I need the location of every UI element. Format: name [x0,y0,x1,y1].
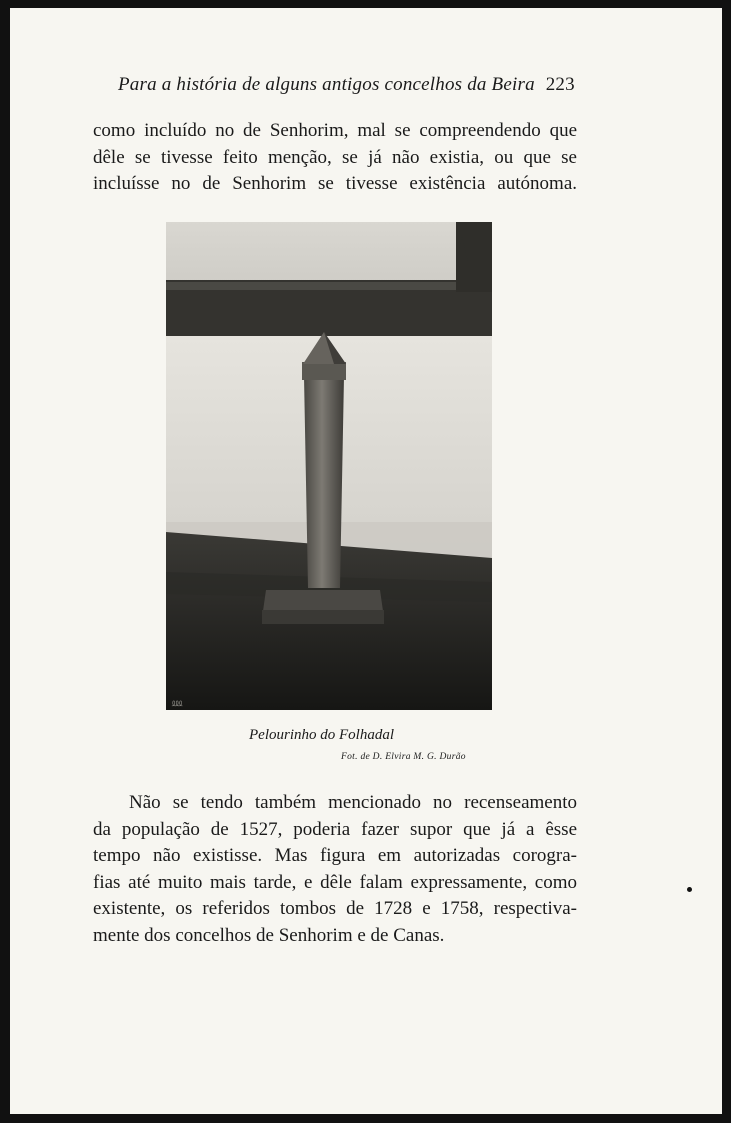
text-line: dêle se tivesse feito menção, se já não existia, ou que se [93,146,577,168]
pillory-photo-image [166,222,492,710]
text-line: como incluído no de Senhorim, mal se compreendendo que [93,120,577,141]
svg-text:⅏: ⅏ [172,698,183,709]
text-line: existente, os referidos tombos de 1728 e 1758, respectiva- [93,898,577,919]
running-header-title: Para a história de alguns antigos concelhos da Beira [118,74,535,95]
text-line: Não se tendo também mencionado no recenseamento [129,792,577,813]
photo-credit: Fot. de D. Elvira M. G. Durão [341,752,466,762]
page-number: 223 [545,74,575,95]
text-line: incluísse no de Senhorim se tivesse existência autónoma. [93,173,577,194]
ink-speck [687,887,692,892]
text-line: tempo não existisse. Mas figura em autorizadas corogra- [93,845,577,866]
text-line: fias até muito mais tarde, e dêle falam expressamente, como [93,871,577,893]
pillory-photograph [166,222,492,710]
paragraph-1 [93,118,577,198]
figure-caption: Pelourinho do Folhadal [249,727,394,743]
running-header [118,74,578,96]
text-line: da população de 1527, poderia fazer supor que já a êsse [93,818,577,840]
paragraph-2 [93,790,577,949]
text-line: mente dos concelhos de Senhorim e de Canas. [93,924,445,946]
